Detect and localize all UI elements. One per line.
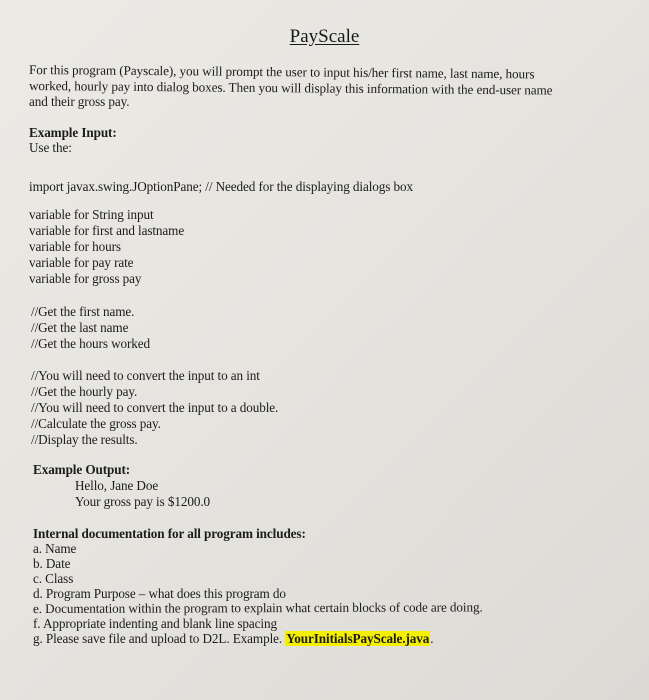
variable-line-2: variable for first and lastname xyxy=(29,223,185,238)
docs-item-e: e. Documentation within the program to explain what certain blocks of code are doing. xyxy=(32,599,483,616)
variable-line-4: variable for pay rate xyxy=(29,255,134,270)
variable-line-1: variable for String input xyxy=(29,207,154,222)
docs-heading: Internal documentation for all program includes: xyxy=(33,526,306,541)
docs-item-g-text: g. Please save file and upload to D2L. Example. xyxy=(33,631,286,646)
get-comment-1: //Get the first name. xyxy=(31,304,135,319)
filename-highlight: YourInitialsPayScale.java xyxy=(286,631,430,646)
step-comment-1: //You will need to convert the input to an int xyxy=(31,368,260,383)
output-line-1: Hello, Jane Doe xyxy=(75,478,159,493)
output-line-2: Your gross pay is $1200.0 xyxy=(75,494,211,509)
docs-item-c: c. Class xyxy=(33,571,74,586)
step-comment-4: //Calculate the gross pay. xyxy=(31,416,161,431)
variable-line-3: variable for hours xyxy=(29,239,121,254)
example-output-heading: Example Output: xyxy=(33,462,131,477)
use-the-label: Use the: xyxy=(29,140,72,155)
docs-item-g-period: . xyxy=(430,631,434,646)
get-comment-3: //Get the hours worked xyxy=(31,336,151,351)
docs-item-f: f. Appropriate indenting and blank line spacing xyxy=(33,616,277,631)
docs-item-g xyxy=(33,631,433,646)
variable-line-5: variable for gross pay xyxy=(29,271,142,286)
intro-line-3: and their gross pay. xyxy=(29,94,130,109)
docs-item-d: d. Program Purpose – what does this program do xyxy=(33,586,286,601)
import-line: import javax.swing.JOptionPane; // Needed for the displaying dialogs box xyxy=(29,179,413,194)
example-input-heading: Example Input: xyxy=(29,125,117,140)
page-title: PayScale xyxy=(289,26,360,47)
get-comment-2: //Get the last name xyxy=(31,320,129,335)
docs-item-a: a. Name xyxy=(33,541,77,556)
docs-item-b: b. Date xyxy=(33,556,71,571)
step-comment-3: //You will need to convert the input to a double. xyxy=(31,400,279,415)
step-comment-2: //Get the hourly pay. xyxy=(31,384,138,399)
intro-line-1: For this program (Payscale), you will prompt the user to input his/her first name, last name, hours xyxy=(28,62,535,82)
intro-line-2: worked, hourly pay into dialog boxes. Then you will display this information with the end-user name xyxy=(28,78,553,98)
step-comment-5: //Display the results. xyxy=(31,432,138,447)
